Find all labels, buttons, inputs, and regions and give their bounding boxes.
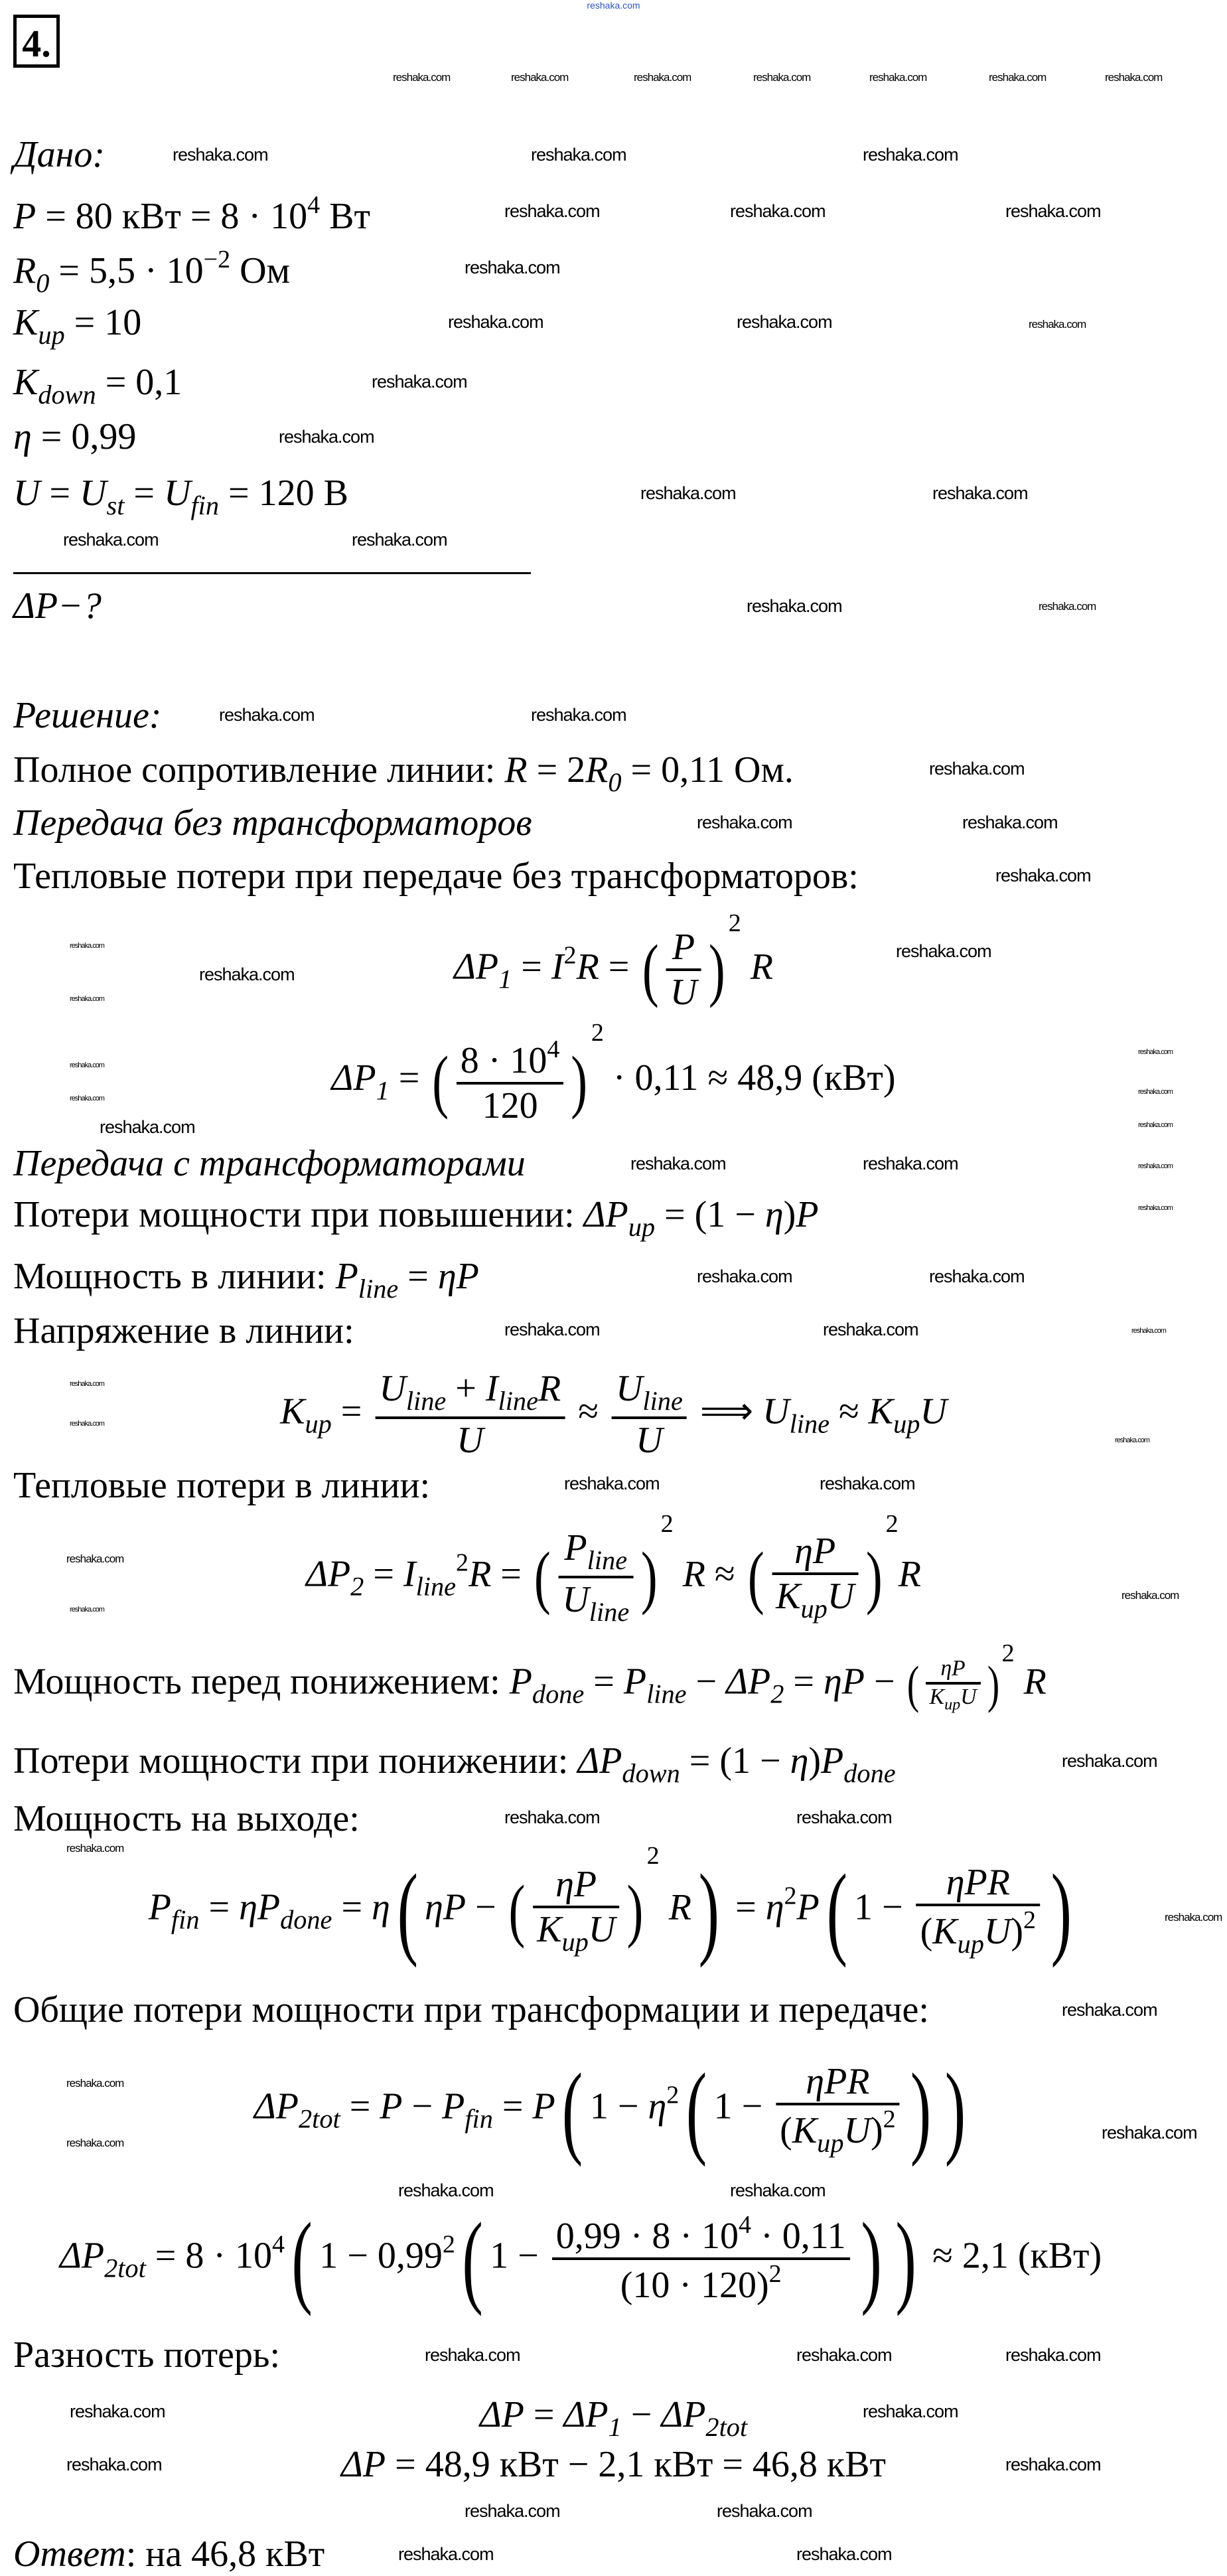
watermark: reshaka.com <box>70 1420 104 1428</box>
header-watermark: reshaka.com <box>587 0 640 11</box>
total-label: Общие потери мощности при трансформации и передаче: <box>13 1989 929 2030</box>
watermark: reshaka.com <box>796 2345 892 2365</box>
divider <box>13 572 531 574</box>
line-voltage-label: Напряжение в линии: <box>13 1310 354 1351</box>
watermark: reshaka.com <box>737 312 832 332</box>
watermark: reshaka.com <box>932 483 1028 503</box>
up-loss: Потери мощности при повышении: $\Delta P_{up} = (1 - \eta)P$ <box>13 1194 819 1243</box>
watermark: reshaka.com <box>697 812 792 832</box>
watermark: reshaka.com <box>1115 1436 1149 1444</box>
output-label: Мощность на выходе: <box>13 1798 360 1839</box>
formula-dp1: $\Delta P_1 = I^2R$ = ( $\frac{P}{U}$ )2 R <box>454 909 773 1014</box>
watermark: reshaka.com <box>1005 2345 1101 2365</box>
watermark: reshaka.com <box>820 1474 915 1493</box>
formula-dp2tot-numeric: $\Delta P_{2tot} = 8 \cdot 10^4$( $1 - 0,99^2$( 1 − $\frac{0,99 \cdot 8 \cdot 10^4 \cdot 0,11}{(10 \cdot 120)^2}$ ) ) ≈ 2,1 (кВт) <box>60 2201 1102 2316</box>
watermark: reshaka.com <box>531 145 626 165</box>
heat-loss-label: Тепловые потери при передаче без трансформаторов: <box>13 856 859 897</box>
given-label: Дано: <box>13 134 106 175</box>
formula-kup: $K_{up}$ = $\frac{U_{line} + I_{line}R}{U}$ ≈ $\frac{U_{line}}{U}$ ⟹ $U_{line} \approx K_{up}U$ <box>280 1368 947 1462</box>
given-resistance: $R_0 = 5,5 \cdot 10^{-2}$ Ом <box>13 246 291 298</box>
watermark: reshaka.com <box>66 1553 124 1565</box>
watermark: reshaka.com <box>398 2544 494 2564</box>
difference-label: Разность потерь: <box>13 2334 281 2376</box>
watermark: reshaka.com <box>989 71 1047 84</box>
watermark: reshaka.com <box>1138 1048 1173 1056</box>
watermark: reshaka.com <box>70 1380 104 1388</box>
watermark: reshaka.com <box>352 530 447 550</box>
watermark: reshaka.com <box>504 201 600 221</box>
watermark: reshaka.com <box>70 1061 104 1069</box>
watermark: reshaka.com <box>869 71 927 84</box>
watermark: reshaka.com <box>1138 1088 1173 1096</box>
watermark: reshaka.com <box>173 145 268 165</box>
formula-dp2: $\Delta P_2 = I_{line}^2R$ = ( $\frac{P_{line}}{U_{line}}$ )2 R ≈ ( $\frac{\eta P}{K_{up}U}$ )2R <box>306 1510 921 1628</box>
watermark: reshaka.com <box>962 812 1058 832</box>
watermark: reshaka.com <box>219 705 315 725</box>
line-heat-label: Тепловые потери в линии: <box>13 1465 431 1506</box>
watermark: reshaka.com <box>1005 201 1101 221</box>
solution-label: Решение: <box>13 695 162 736</box>
watermark: reshaka.com <box>730 201 826 221</box>
watermark: reshaka.com <box>747 596 842 616</box>
watermark: reshaka.com <box>66 2137 124 2149</box>
given-efficiency: η = 0,99 <box>13 416 137 457</box>
given-kup: $K_{up} = 10$ <box>13 302 142 350</box>
watermark: reshaka.com <box>863 1154 958 1174</box>
watermark: reshaka.com <box>929 1266 1025 1286</box>
line-power: Мощность в линии: $P_{line} = \eta P$ <box>13 1256 479 1304</box>
watermark: reshaka.com <box>1131 1327 1166 1335</box>
formula-pfin: $P_{fin} = \eta P_{done} = \eta$( ηP − ( $\frac{\eta P}{K_{up}U}$ )2 $R) = \eta^2P$( 1 − $\frac{\text{ηPR}}{(K_{up}U)^2}$ ) <box>148 1842 1072 1968</box>
watermark: reshaka.com <box>511 71 569 84</box>
watermark: reshaka.com <box>863 145 958 165</box>
heading-with-transformers: Передача с трансформаторами <box>13 1143 526 1184</box>
watermark: reshaka.com <box>66 2077 124 2089</box>
watermark: reshaka.com <box>504 1320 600 1339</box>
watermark: reshaka.com <box>796 1807 892 1827</box>
formula-dp2tot: $\Delta P_{2tot} = P - P_{fin} = P$( $1 - \eta^2$( 1 − $\frac{\text{ηPR}}{(K_{up}U)^2}$ ) ) <box>253 2052 966 2167</box>
watermark: reshaka.com <box>398 2180 494 2200</box>
watermark: reshaka.com <box>640 483 736 503</box>
watermark: reshaka.com <box>1138 1162 1173 1170</box>
formula-dp: $\Delta P = \Delta P_1 - \Delta P_{2tot}$ <box>479 2394 748 2443</box>
watermark: reshaka.com <box>279 427 374 447</box>
formula-dp1-numeric: $\Delta P_1$ = ( $\frac{8 \cdot 10^4}{120}$ )2 · 0,11 ≈ 48,9 (кВт) <box>331 1019 896 1127</box>
watermark: reshaka.com <box>199 964 295 984</box>
watermark: reshaka.com <box>717 2501 812 2521</box>
watermark: reshaka.com <box>1105 71 1163 84</box>
watermark: reshaka.com <box>70 2401 165 2421</box>
watermark: reshaka.com <box>1062 1751 1157 1771</box>
watermark: reshaka.com <box>1029 318 1086 331</box>
power-before-down: Мощность перед понижением: $P_{done} = P_{line} - \Delta P_2 = \eta P$ − ( $\frac{\eta P}{K_{up}U}$ )2 R <box>13 1639 1047 1714</box>
watermark: reshaka.com <box>1165 1911 1222 1924</box>
watermark: reshaka.com <box>70 995 104 1003</box>
given-voltage: $U = U_{st} = U_{fin} = 120$ В <box>13 473 348 521</box>
watermark: reshaka.com <box>70 942 104 950</box>
watermark: reshaka.com <box>531 705 626 725</box>
watermark: reshaka.com <box>425 2345 520 2365</box>
watermark: reshaka.com <box>1062 2000 1157 2020</box>
watermark: reshaka.com <box>66 2455 162 2474</box>
watermark: reshaka.com <box>995 866 1091 885</box>
watermark: reshaka.com <box>896 941 991 961</box>
watermark: reshaka.com <box>66 1842 124 1855</box>
watermark: reshaka.com <box>753 71 811 84</box>
watermark: reshaka.com <box>100 1117 195 1137</box>
watermark: reshaka.com <box>564 1474 660 1493</box>
line-resistance: Полное сопротивление линии: $R = 2R_0 = 0,11$ Ом. <box>13 749 794 798</box>
watermark: reshaka.com <box>372 372 467 392</box>
watermark: reshaka.com <box>730 2180 826 2200</box>
watermark: reshaka.com <box>393 71 451 84</box>
formula-dp-numeric: ΔP = 48,9 кВт − 2,1 кВт = 46,8 кВт <box>341 2444 886 2485</box>
watermark: reshaka.com <box>929 759 1025 779</box>
watermark: reshaka.com <box>448 312 543 332</box>
problem-number: 4. <box>13 15 60 68</box>
watermark: reshaka.com <box>70 1606 104 1614</box>
watermark: reshaka.com <box>634 71 691 84</box>
given-power: P = 80 кВт = $8 \cdot 10^4$ Вт <box>13 191 370 237</box>
watermark: reshaka.com <box>796 2544 892 2564</box>
watermark: reshaka.com <box>1039 600 1096 613</box>
given-kdown: $K_{down} = 0,1$ <box>13 362 182 410</box>
find-label: ΔP−? <box>13 585 102 627</box>
watermark: reshaka.com <box>863 2401 958 2421</box>
watermark: reshaka.com <box>697 1266 792 1286</box>
watermark: reshaka.com <box>1121 1589 1179 1602</box>
watermark: reshaka.com <box>504 1807 600 1827</box>
watermark: reshaka.com <box>1138 1204 1173 1212</box>
watermark: reshaka.com <box>630 1154 726 1174</box>
watermark: reshaka.com <box>1102 2123 1197 2143</box>
down-loss: Потери мощности при понижении: $\Delta P_{down} = (1 - \eta)P_{done}$ <box>13 1740 896 1789</box>
watermark: reshaka.com <box>823 1320 918 1339</box>
watermark: reshaka.com <box>63 530 159 550</box>
watermark: reshaka.com <box>1138 1121 1173 1129</box>
watermark: reshaka.com <box>70 1095 104 1102</box>
watermark: reshaka.com <box>465 258 560 277</box>
heading-no-transformers: Передача без трансформаторов <box>13 802 532 844</box>
answer: Ответ: на 46,8 кВт <box>13 2534 325 2575</box>
watermark: reshaka.com <box>1005 2455 1101 2474</box>
watermark: reshaka.com <box>465 2501 560 2521</box>
